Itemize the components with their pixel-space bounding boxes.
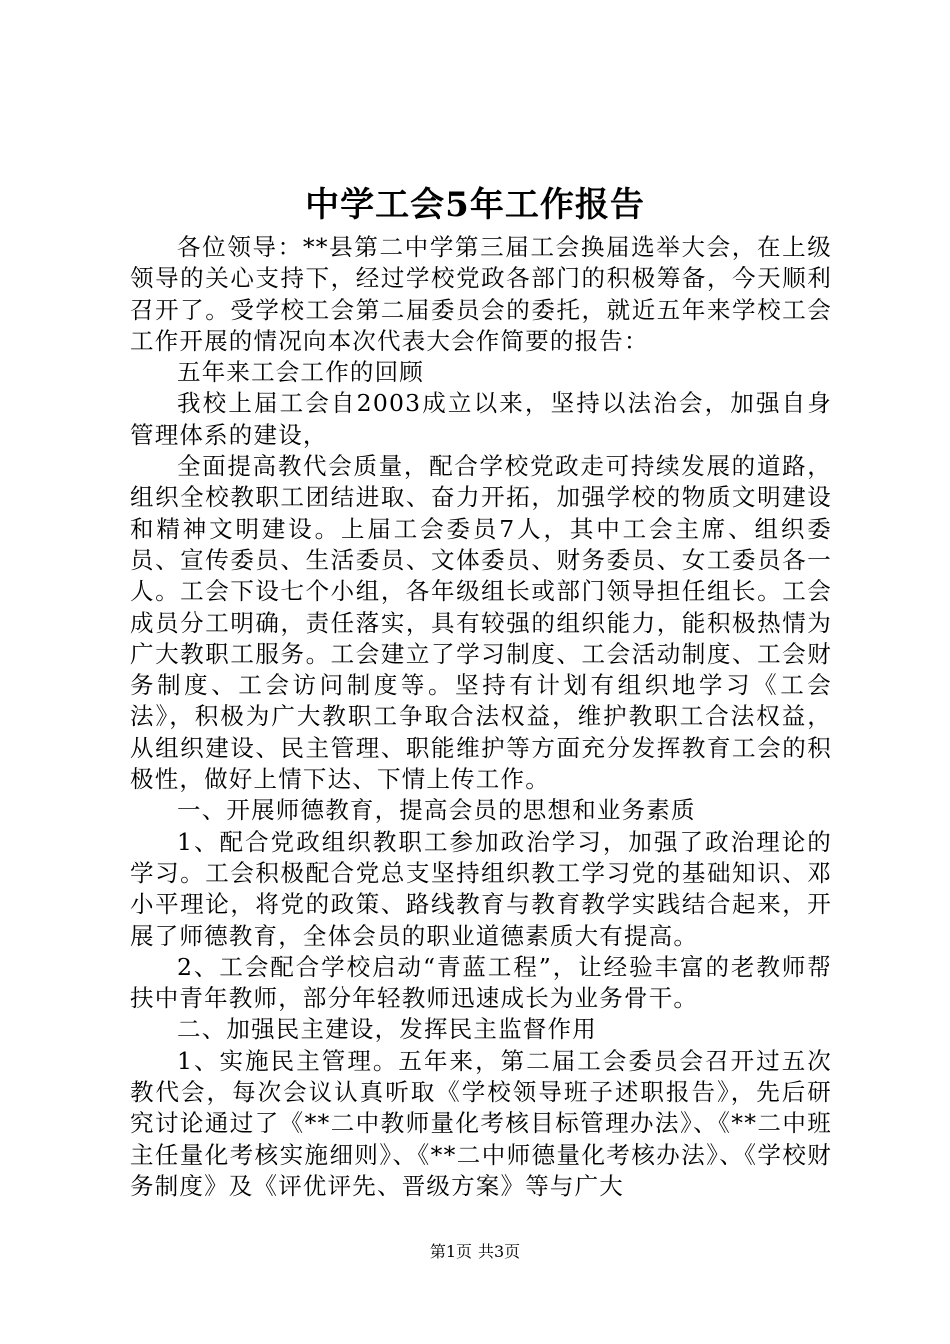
paragraph-greeting: 各位领导：**县第二中学第三届工会换届选举大会，在上级领导的关心支持下，经过学校党政各部门的积极筹备，今天顺利召开了。受学校工会第二届委员会的委托，就近五年来学校工会工作开展的情况向本次代表大会作简要的报告： [130,233,832,355]
paragraph-organization: 全面提高教代会质量，配合学校党政走可持续发展的道路，组织全校教职工团结进取、奋力开拓，加强学校的物质文明建设和精神文明建设。上届工会委员7人，其中工会主席、组织委员、宣传委员、生活委员、文体委员、财务委员、女工委员各一人。工会下设七个小组，各年级组长或部门领导担任组长。工会成员分工明确，责任落实，具有较强的组织能力，能积极热情为广大教职工服务。工会建立了学习制度、工会活动制度、工会财务制度、工会访问制度等。坚持有计划有组织地学习《工会法》，积极为广大教职工争取合法权益，维护教职工合法权益，从组织建设、民主管理、职能维护等方面充分发挥教育工会的积极性，做好上情下达、下情上传工作。 [130,452,832,794]
paragraph-mentoring: 2、工会配合学校启动“青蓝工程”，让经验丰富的老教师帮扶中青年教师，部分年轻教师迅速成长为业务骨干。 [130,952,832,1013]
section-heading-democracy: 二、加强民主建设，发挥民主监督作用 [177,1015,597,1044]
paragraph-political-study: 1、配合党政组织教职工参加政治学习，加强了政治理论的学习。工会积极配合党总支坚持组织教工学习党的基础知识、邓小平理论，将党的政策、路线教育与教育教学实践结合起来，开展了师德教育，全体会员的职业道德素质大有提高。 [130,827,832,950]
page-footer [0,1242,950,1262]
paragraph-review-heading: 五年来工会工作的回顾 [177,358,424,387]
section-heading-ethics: 一、开展师德教育，提高会员的思想和业务素质 [177,796,696,825]
page-total: 共3页 [478,1242,521,1261]
document-title: 中学工会5年工作报告 [305,185,645,225]
document-body [130,232,832,1202]
paragraph-democratic-management: 1、实施民主管理。五年来，第二届工会委员会召开过五次教代会，每次会议认真听取《学校领导班子述职报告》，先后研究讨论通过了《**二中教师量化考核目标管理办法》、《**二中班主任量化考核实施细则》、《**二中师德量化考核办法》、《学校财务制度》及《评优评先、晋级方案》等与广大 [130,1046,832,1200]
paragraph-founding: 我校上届工会自2003成立以来，坚持以法治会，加强自身管理体系的建设， [130,389,832,449]
page-number: 第1页 [429,1242,472,1261]
